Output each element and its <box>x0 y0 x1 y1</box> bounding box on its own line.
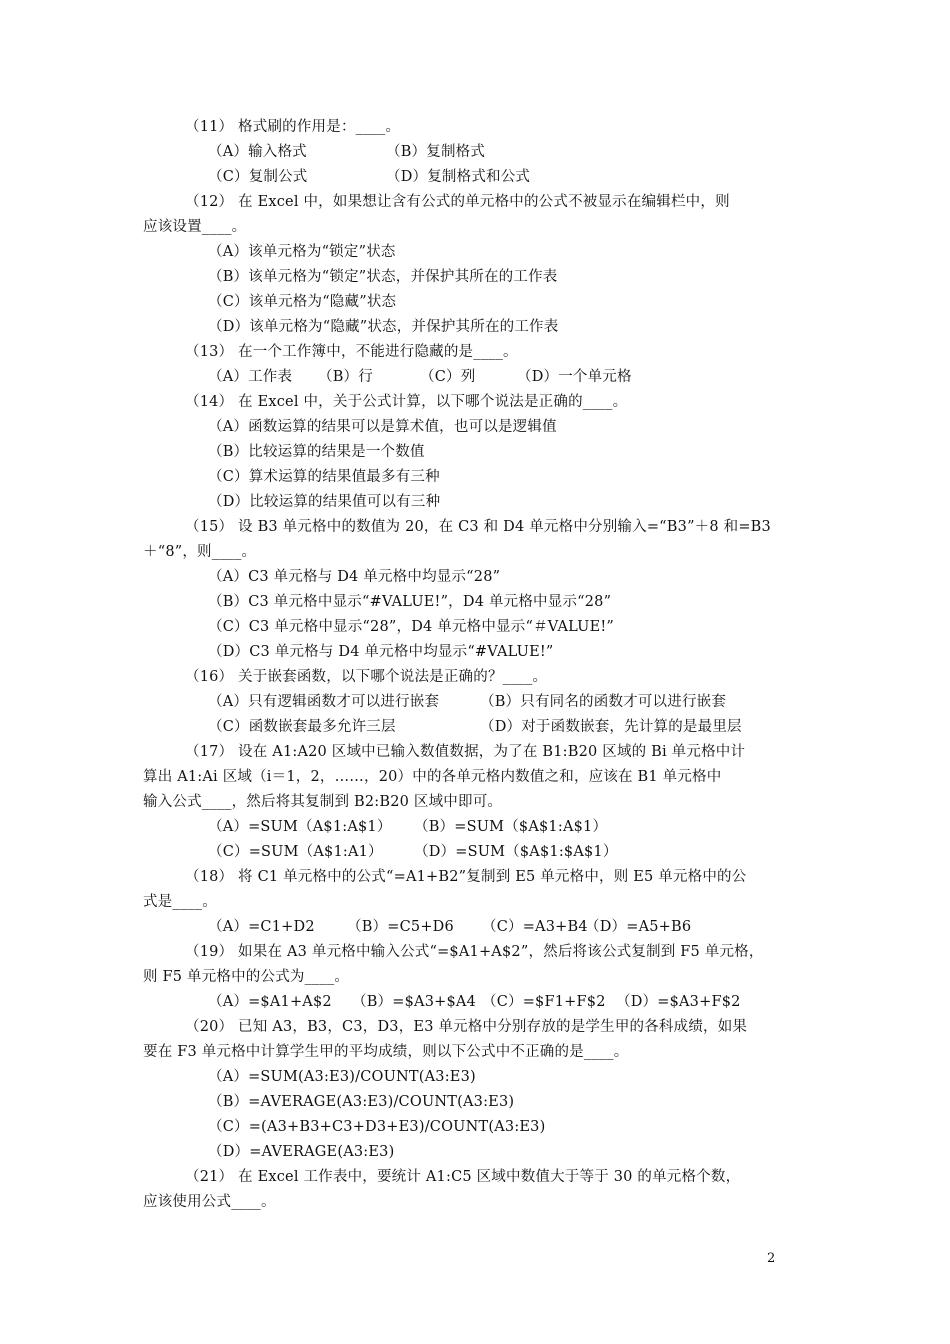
text-line: （C）算术运算的结果值最多有三种 <box>208 469 440 485</box>
text-line: 应该设置____。 <box>143 219 247 235</box>
text-line: （A）=$A1+A$2 <box>208 994 332 1010</box>
text-line: （21） 在 Excel 工作表中，要统计 A1:C5 区域中数值大于等于 30 的单元格个数， <box>185 1169 741 1185</box>
text-line: （D）=$A3+F$2 <box>616 994 741 1010</box>
text-line: （D）一个单元格 <box>517 369 632 385</box>
text-line: （D）对于函数嵌套，先计算的是最里层 <box>480 719 742 735</box>
text-line: （17） 设在 A1:A20 区域中已输入数值数据，为了在 B1:B20 区域的 Bi 单元格中计 <box>185 744 746 760</box>
text-line: （A）=SUM（A$1:A$1） <box>208 819 392 835</box>
text-line: （11） 格式刷的作用是：____。 <box>185 119 401 135</box>
text-line: （18） 将 C1 单元格中的公式“=A1+B2”复制到 E5 单元格中，则 E5 单元格中的公 <box>185 869 747 885</box>
text-line: （C）=SUM（A$1:A1） <box>208 844 383 860</box>
text-line: 则 F5 单元格中的公式为____。 <box>143 969 350 985</box>
text-line: （A）只有逻辑函数才可以进行嵌套 <box>208 694 440 710</box>
text-line: （C）列 <box>420 369 476 385</box>
text-line: （20） 已知 A3，B3，C3，D3，E3 单元格中分别存放的是学生甲的各科成绩，如果 <box>185 1019 748 1035</box>
text-line: （B）=AVERAGE(A3:E3)/COUNT(A3:E3) <box>208 1094 515 1110</box>
text-line: （A）函数运算的结果可以是算术值，也可以是逻辑值 <box>208 419 557 435</box>
text-line: （B）该单元格为“锁定”状态，并保护其所在的工作表 <box>208 269 558 285</box>
text-line: （13） 在一个工作簿中，不能进行隐藏的是____。 <box>185 344 518 360</box>
text-line: （A）工作表 <box>208 369 293 385</box>
text-line: （C）该单元格为“隐藏”状态 <box>208 294 397 310</box>
text-line: 要在 F3 单元格中计算学生甲的平均成绩，则以下公式中不正确的是____。 <box>143 1044 629 1060</box>
text-line: 输入公式____，然后将其复制到 B2:B20 区域中即可。 <box>143 794 503 810</box>
text-line: （D）=A5+B6 <box>585 919 692 935</box>
text-line: （A）该单元格为“锁定”状态 <box>208 244 396 260</box>
text-line: （B）=C5+D6 <box>347 919 454 935</box>
text-line: （B）=$A3+$A4 <box>352 994 476 1010</box>
text-line: （C）复制公式 <box>208 169 308 185</box>
text-line: （C）=A3+B4 <box>482 919 588 935</box>
text-line: （C）C3 单元格中显示“28”，D4 单元格中显示“＃VALUE!” <box>208 619 615 635</box>
text-line: （D）复制格式和公式 <box>386 169 531 185</box>
text-line: （D）该单元格为“隐藏”状态，并保护其所在的工作表 <box>208 319 559 335</box>
text-line: （D）比较运算的结果值可以有三种 <box>208 494 441 510</box>
text-line: （15） 设 B3 单元格中的数值为 20，在 C3 和 D4 单元格中分别输入=“B3”＋8 和=B3 <box>185 519 771 535</box>
text-line: （A）输入格式 <box>208 144 307 160</box>
text-line: （C）=(A3+B3+C3+D3+E3)/COUNT(A3:E3) <box>208 1119 546 1135</box>
text-line: （C）函数嵌套最多允许三层 <box>208 719 396 735</box>
text-line: （B）行 <box>318 369 373 385</box>
text-line: （D）C3 单元格与 D4 单元格中均显示“#VALUE!” <box>208 644 554 660</box>
text-line: （B）=SUM（$A$1:A$1） <box>414 819 608 835</box>
page-number: 2 <box>767 1251 776 1266</box>
text-line: （B）只有同名的函数才可以进行嵌套 <box>480 694 727 710</box>
text-line: （12） 在 Excel 中，如果想让含有公式的单元格中的公式不被显示在编辑栏中，则 <box>185 194 730 210</box>
text-line: 式是____。 <box>143 894 217 910</box>
text-line: （16） 关于嵌套函数，以下哪个说法是正确的？____。 <box>185 669 548 685</box>
text-line: （C）=$F1+F$2 <box>482 994 606 1010</box>
text-line: （14） 在 Excel 中，关于公式计算，以下哪个说法是正确的____。 <box>185 394 628 410</box>
text-line: 算出 A1:Ai 区域（i＝1，2，……，20）中的各单元格内数值之和，应该在 B1 单元格中 <box>143 769 722 785</box>
text-line: （A）C3 单元格与 D4 单元格中均显示“28” <box>208 569 501 585</box>
text-line: （A）=SUM(A3:E3)/COUNT(A3:E3) <box>208 1069 476 1085</box>
text-line: （A）=C1+D2 <box>208 919 315 935</box>
text-line: 应该使用公式____。 <box>143 1194 276 1210</box>
text-line: （19） 如果在 A3 单元格中输入公式“=$A1+A$2”，然后将该公式复制到 F5 单元格， <box>185 944 764 960</box>
text-line: （D）=AVERAGE(A3:E3) <box>208 1144 395 1160</box>
text-line: （B）比较运算的结果是一个数值 <box>208 444 425 460</box>
text-line: ＋“8”，则____。 <box>143 544 257 560</box>
text-line: （D）=SUM（$A$1:$A$1） <box>414 844 618 860</box>
text-line: （B）C3 单元格中显示“#VALUE!”，D4 单元格中显示“28” <box>208 594 612 610</box>
text-line: （B）复制格式 <box>386 144 486 160</box>
